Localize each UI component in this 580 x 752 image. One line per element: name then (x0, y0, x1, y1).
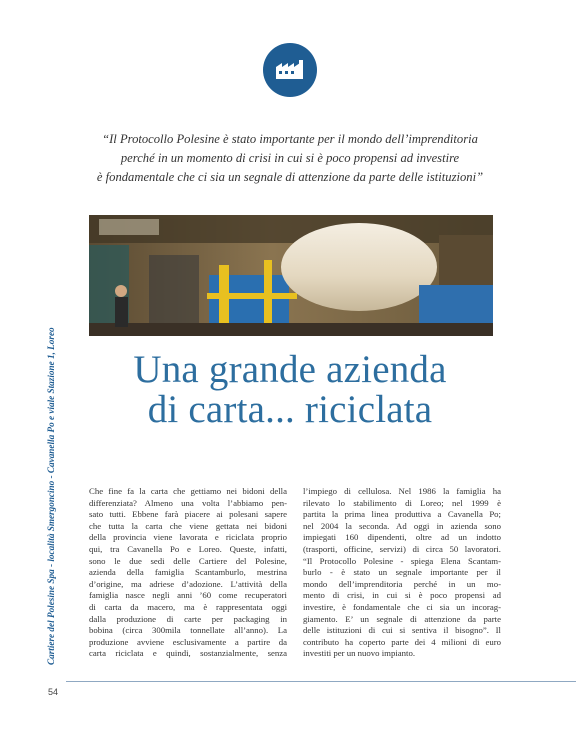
text-line: delle istituzioni di cui si sentiva il bisogno”. Il (303, 625, 501, 636)
text-line: qui, tra Cavanella Po e Loreo. Queste, infatti, (89, 543, 287, 554)
footer-rule (66, 681, 576, 682)
article-column-2 (303, 486, 501, 660)
headline (60, 350, 520, 430)
text-line: Che fine fa la carta che gettiamo nei bidoni della (89, 486, 287, 496)
text-line: differenziata? Almeno una volta l’abbiamo pen- (89, 497, 287, 508)
text-line: dalla produzione di carte per packaging in (89, 613, 287, 624)
text-line: bobina (circa 300mila tonnellate all’anno). La (89, 625, 287, 636)
quote-line: “Il Protocollo Polesine è stato importante per il mondo dell’imprenditoria (102, 132, 478, 146)
pull-quote (80, 130, 500, 187)
text-line: produzione avviene esclusivamente a partire da (89, 636, 287, 647)
text-line: impiegati 160 dipendenti, oltre ad un indotto (303, 532, 501, 543)
text-line: famiglia nasce negli anni ’60 come recuperatori (89, 590, 287, 601)
text-line: giamento. E’ un segnale di attenzione da parte (303, 613, 501, 624)
text-line: sono le due sedi delle Cartiere del Polesine, (89, 555, 287, 566)
factory-icon (274, 59, 306, 81)
factory-badge (263, 43, 317, 97)
paper-mill-photo (89, 215, 493, 336)
headline-line: di carta... riciclata (147, 388, 433, 431)
text-line: investiti per un nuovo impianto. (303, 648, 416, 659)
text-line: che tutta la carta che viene gettata nei bidoni (89, 520, 287, 531)
text-line: carta riciclata e quindi, sostanzialmente, senza (89, 648, 287, 659)
text-line: nel 2004 la seconda. Ad oggi in azienda sono (303, 520, 501, 531)
text-line: mondo dell’imprenditoria perché in un mo- (303, 578, 501, 589)
text-line: rilevato lo stabilimento di Loreo; nel 1999 è (303, 497, 501, 508)
text-line: l’impiego di cellulosa. Nel 1986 la famiglia ha (303, 486, 501, 496)
text-line: burlo - è stato un segnale importante per il (303, 567, 501, 578)
text-line: partita la prima linea produttiva a Cavanella Po; (303, 509, 501, 520)
quote-line: è fondamentale che ci sia un segnale di attenzione da parte delle istituzioni” (96, 170, 484, 184)
location-caption: Cartiere del Polesine Spa - località Smergoncino - Cavanella Po e viale Stazione 1, Loreo (46, 327, 56, 665)
text-line: di carta da macero, ma è rappresentata oggi (89, 601, 287, 612)
headline-line: Una grande azienda (133, 348, 447, 391)
article-column-1 (89, 486, 287, 660)
text-line: sato tutti. Ebbene farà piacere ai polesani sapere (89, 509, 287, 520)
text-line: contributo ha coperto parte dei 4 milioni di euro (303, 636, 501, 647)
text-line: investire, è fondamentale che ci sia un incorag- (303, 601, 501, 612)
page-number: 54 (48, 687, 59, 697)
quote-line: perché in un momento di crisi in cui si è poco propensi ad investire (120, 151, 460, 165)
text-line: “Il Protocollo Polesine - spiega Elena Scantam- (303, 555, 501, 566)
text-line: azienda della famiglia Scantamburlo, mestrina (89, 567, 287, 578)
text-line: (trasporti, officine, servizi) di circa 50 lavoratori. (303, 543, 501, 554)
text-line: della provincia viene lavorata e riciclata proprio (89, 532, 287, 543)
text-line: mento di crisi, in cui si è poco propensi ad (303, 590, 501, 601)
text-line: d’origine, ma adriese d’adozione. L’attività della (89, 578, 287, 589)
